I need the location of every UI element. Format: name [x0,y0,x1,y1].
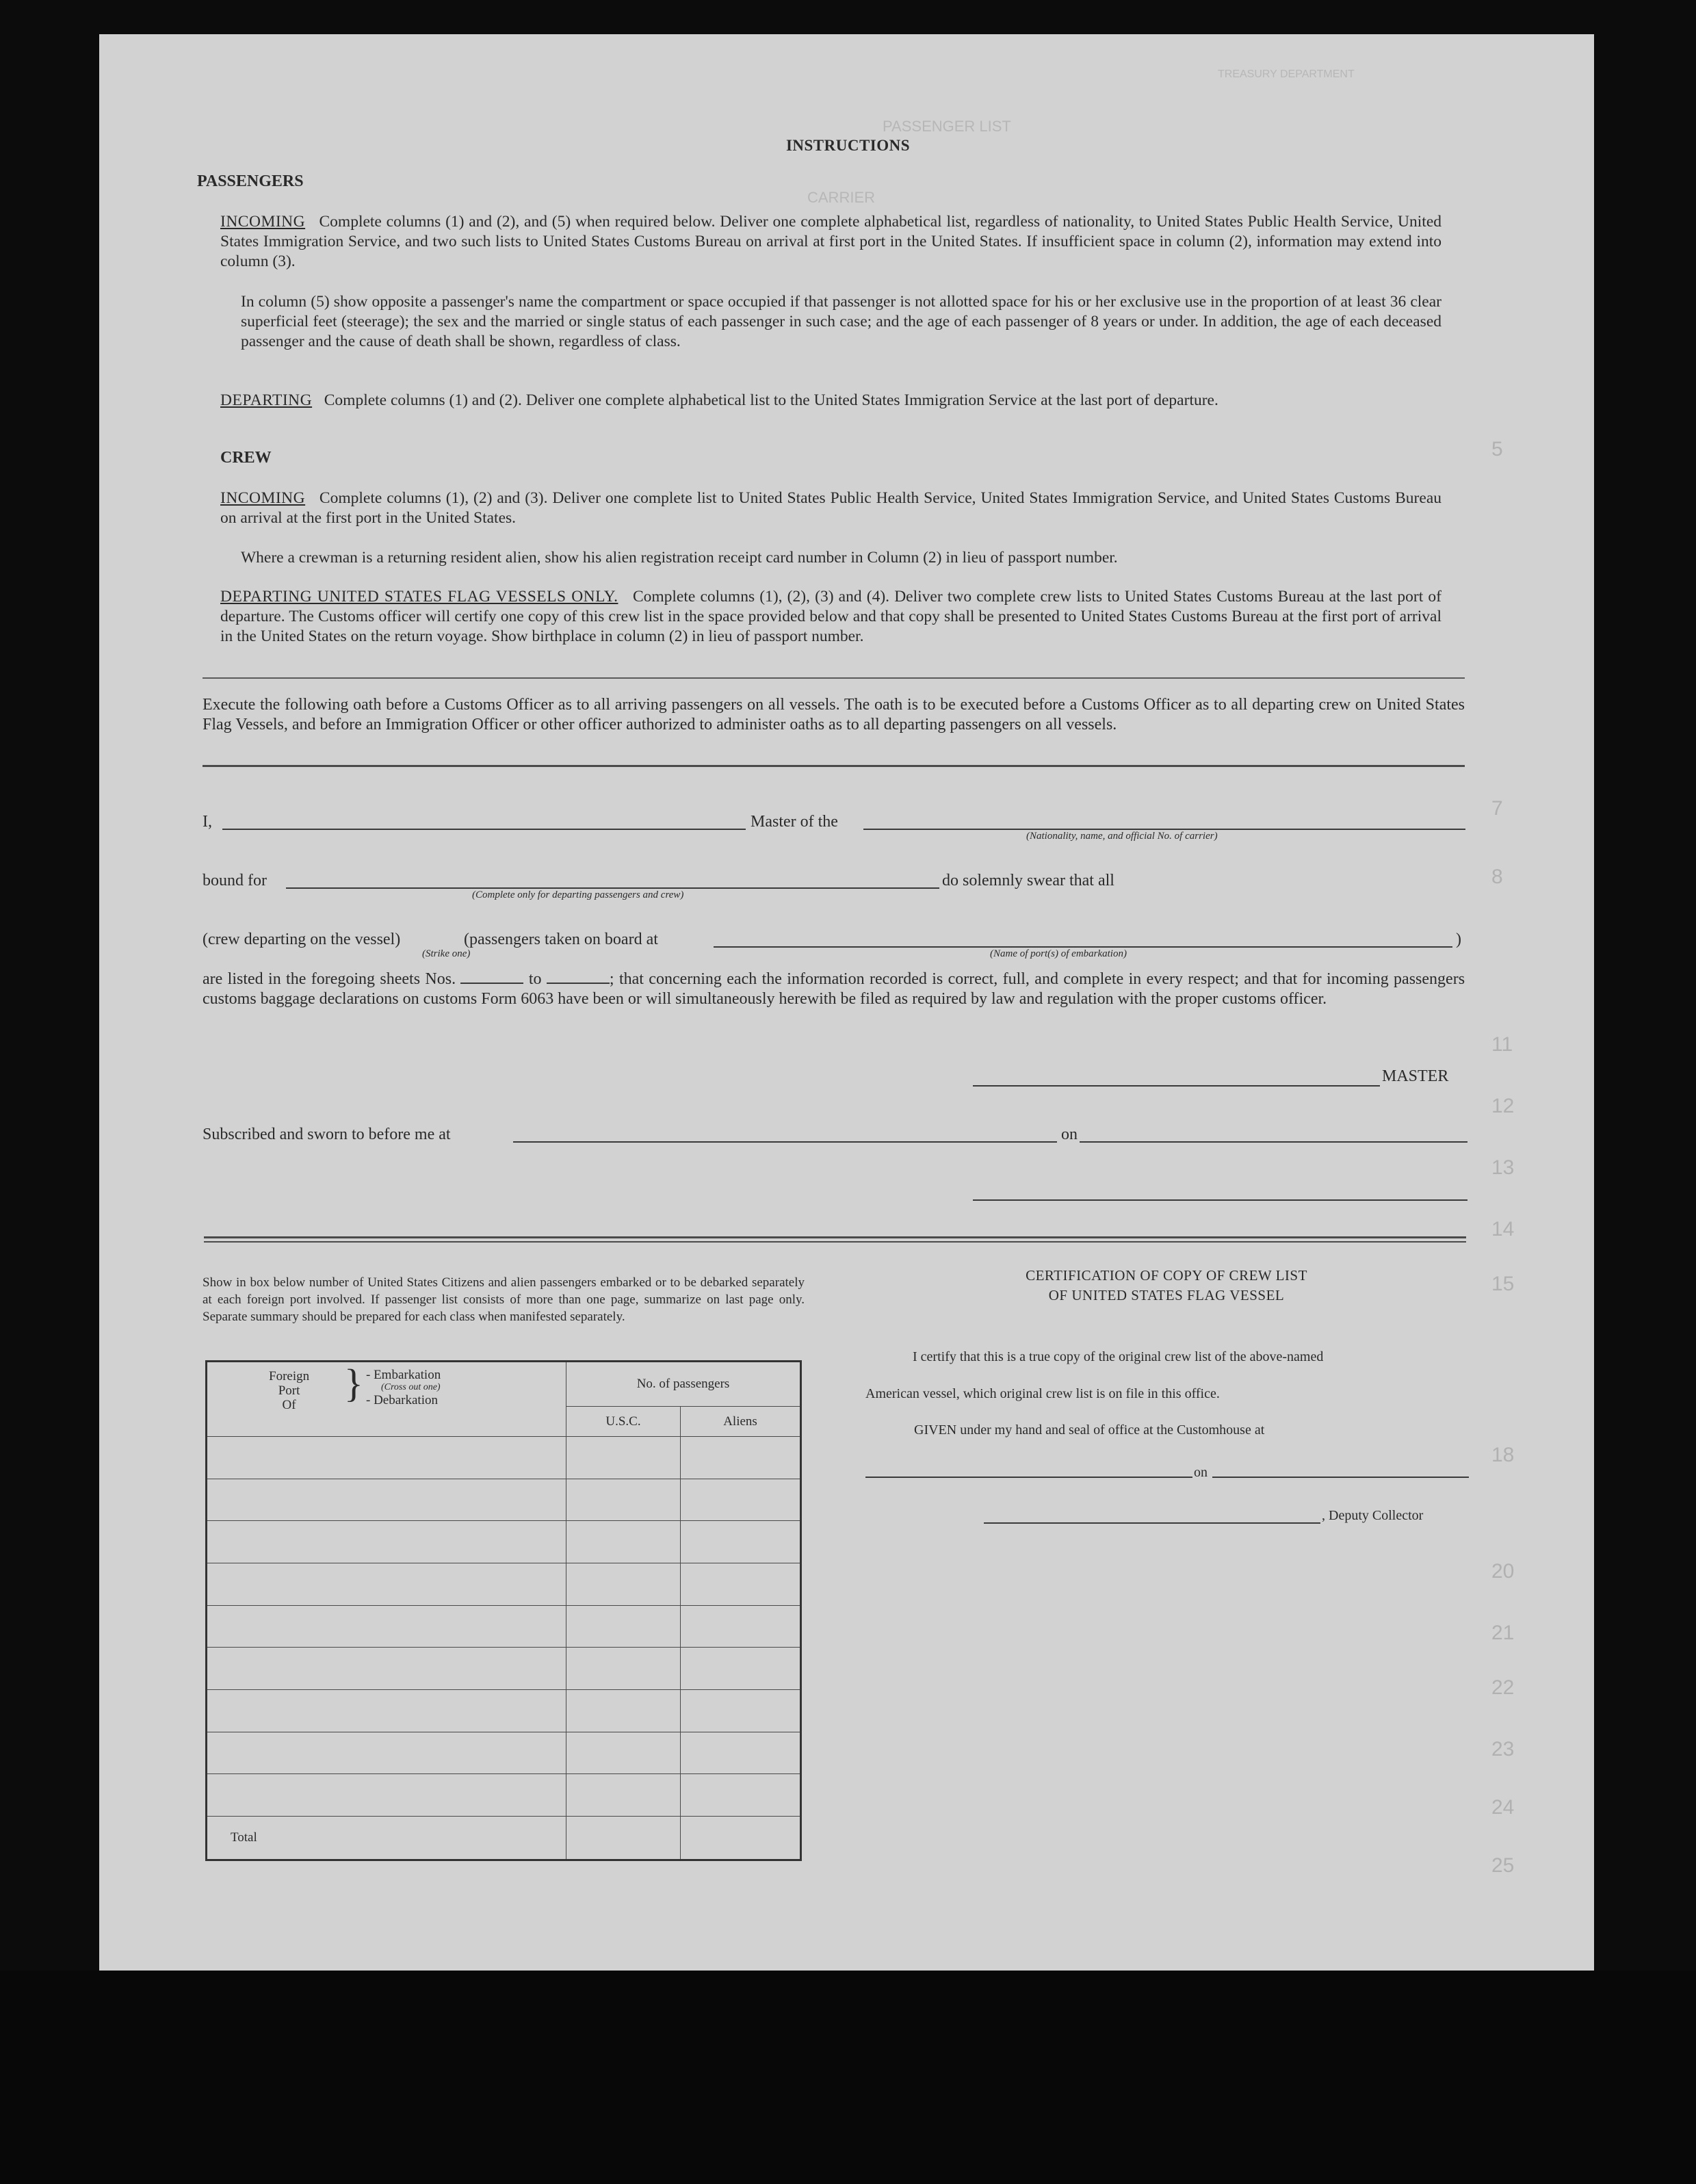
bleed-through-number: 22 [1491,1676,1515,1699]
crew-incoming-text: Complete columns (1), (2) and (3). Deliver one complete list to United States Public Health Service, United States Immigration Service, and United States Customs Bureau on arrival at the first port in the United States. [220,489,1441,527]
passengers-departing-text: Complete columns (1) and (2). Deliver one complete alphabetical list to the United States Immigration Service at the last port of departure. [324,391,1218,409]
subscribed-label: Subscribed and sworn to before me at [203,1126,451,1143]
bleed-through-number: 24 [1491,1796,1515,1819]
certify-line-2: American vessel, which original crew list is on file in this office. [865,1386,1220,1401]
deputy-collector-label: , Deputy Collector [1322,1508,1424,1523]
usc-total-cell[interactable] [566,1817,681,1860]
column5-instruction [241,292,1441,352]
passengers-departing-lead: DEPARTING [220,391,313,409]
bleed-through-number: 23 [1491,1738,1515,1760]
bleed-through-number: 21 [1491,1622,1515,1644]
port-label: Port [278,1383,300,1398]
total-label: Total [231,1830,257,1845]
deputy-signature-line[interactable] [984,1522,1320,1524]
passengers-taken-option: (passengers taken on board at [464,931,658,948]
crew-heading: CREW [220,449,272,467]
aliens-cell[interactable] [681,1563,801,1606]
aliens-header: Aliens [681,1407,801,1437]
certify-line-1: I certify that this is a true copy of the original crew list of the above-named [913,1349,1324,1364]
summary-instructions: Show in box below number of United States Citizens and alien passengers embarked or to be debarked separately at each foreign port involved. If passenger list consists of more than one page, summarize on last page only. Separate summary should be prepared for each class when manifested separately. [203,1275,805,1324]
bleed-through-number: 7 [1491,797,1503,820]
brace: } [344,1361,363,1405]
certification-title-1: CERTIFICATION OF COPY OF CREW LIST [1026,1267,1307,1284]
bleed-through-number: 5 [1491,438,1503,460]
bound-for-label: bound for [203,872,267,889]
passengers-heading: PASSENGERS [197,172,304,190]
aliens-cell[interactable] [681,1605,801,1648]
master-label: MASTER [1382,1067,1449,1085]
aliens-cell[interactable] [681,1690,801,1732]
ports-note: (Name of port(s) of embarkation) [990,948,1127,959]
master-of-label: Master of the [751,813,838,831]
divider [203,677,1465,679]
sheet-to-line[interactable] [547,974,610,984]
bleed-through-number: 8 [1491,866,1503,888]
port-cell[interactable] [207,1605,566,1648]
page-title: INSTRUCTIONS [785,137,911,154]
crew-incoming-lead: INCOMING [220,489,306,507]
usc-cell[interactable] [566,1690,681,1732]
cross-out-note: (Cross out one) [381,1382,441,1392]
sworn-on-label: on [1061,1126,1078,1143]
sworn-date-line[interactable] [1080,1141,1467,1143]
customhouse-line[interactable] [865,1477,1192,1478]
certify-date-line[interactable] [1212,1477,1469,1478]
carrier-line[interactable] [863,829,1465,830]
bleed-through-number: 12 [1491,1095,1515,1117]
passenger-summary-table [205,1360,802,1861]
usc-cell[interactable] [566,1648,681,1690]
port-cell[interactable] [207,1774,566,1817]
execute-oath-instruction [203,695,1465,735]
bleed-through-text: TREASURY DEPARTMENT [1218,68,1355,80]
listed-to-label: to [528,970,542,988]
usc-cell[interactable] [566,1605,681,1648]
aliens-cell[interactable] [681,1479,801,1521]
debarkation-label: - Debarkation [366,1393,438,1407]
certify-line-3: GIVEN under my hand and seal of office at the Customhouse at [914,1422,1265,1438]
bleed-through-number: 14 [1491,1218,1515,1240]
aliens-cell[interactable] [681,1774,801,1817]
foreign-port-header [207,1362,566,1437]
bound-for-note: (Complete only for departing passengers and crew) [472,889,684,900]
flag-vessel-instruction [220,587,1441,647]
bleed-through-number: 20 [1491,1560,1515,1583]
bleed-through-text: PASSENGER LIST [883,118,1011,135]
usc-cell[interactable] [566,1774,681,1817]
divider [204,1236,1466,1238]
port-cell[interactable] [207,1563,566,1606]
listed-text-b: ; that concerning each the information recorded is correct, full, and complete in every respect; and that for incoming passengers customs baggage declarations on customs Form 6063 have been or will simultaneously herewith be filed as required by law and regulation with the proper customs officer. [203,970,1465,1008]
certify-on-label: on [1194,1465,1208,1480]
aliens-cell[interactable] [681,1648,801,1690]
port-cell[interactable] [207,1521,566,1563]
aliens-cell[interactable] [681,1521,801,1563]
passengers-departing-instruction [220,391,1441,411]
strike-one-note: (Strike one) [422,948,471,959]
foreign-label: Foreign [269,1369,310,1383]
port-cell[interactable] [207,1479,566,1521]
crew-incoming-instruction [220,489,1441,528]
usc-header: U.S.C. [566,1407,681,1437]
flag-vessel-lead: DEPARTING UNITED STATES FLAG VESSELS ONLY. [220,588,618,606]
close-paren: ) [1456,931,1461,948]
port-cell[interactable] [207,1648,566,1690]
flag-vessel-text: Complete columns (1), (2), (3) and (4). Deliver two complete crew lists to United States Customs Bureau at the last port of departure. The Customs officer will certify one copy of this crew list in the space provided below and that copy shall be presented to United States Customs Bureau at the first port of arrival in the United States on the return voyage. Show birthplace in column (2) in lieu of passport number. [220,588,1441,645]
port-cell[interactable] [207,1437,566,1479]
bleed-through-number: 11 [1491,1033,1513,1056]
embarkation-ports-line[interactable] [714,946,1452,948]
swear-label: do solemnly swear that all [942,872,1114,889]
listed-text-a: are listed in the foregoing sheets Nos. [203,970,456,988]
divider [204,1241,1466,1243]
crew-departing-option: (crew departing on the vessel) [203,931,401,948]
master-name-line[interactable] [222,829,746,830]
bleed-through-number: 15 [1491,1273,1515,1295]
aliens-cell[interactable] [681,1437,801,1479]
sworn-place-line[interactable] [513,1141,1057,1143]
embarkation-label: - Embarkation [366,1368,441,1382]
port-cell[interactable] [207,1732,566,1774]
resident-alien-text: Where a crewman is a returning resident alien, show his alien registration receipt card number in Column (2) in lieu of passport number. [241,549,1118,567]
total-label-cell [207,1817,566,1860]
listed-sheets-paragraph [203,970,1465,1009]
usc-cell[interactable] [566,1437,681,1479]
bound-for-line[interactable] [286,887,939,889]
aliens-total-cell[interactable] [681,1817,801,1860]
sheet-from-line[interactable] [460,974,523,984]
aliens-cell[interactable] [681,1732,801,1774]
certification-title-2: OF UNITED STATES FLAG VESSEL [1048,1287,1285,1303]
bleed-through-number: 25 [1491,1854,1515,1877]
passengers-incoming-text: Complete columns (1) and (2), and (5) when required below. Deliver one complete alphabetical list, regardless of nationality, to United States Public Health Service, United States Immigration Service, and two such lists to United States Customs Bureau on arrival at first port in the United States. If insufficient space in column (2), information may extend into column (3). [220,213,1442,270]
usc-cell[interactable] [566,1563,681,1606]
of-label: Of [282,1398,296,1412]
bleed-through-number: 18 [1491,1444,1515,1466]
port-cell[interactable] [207,1690,566,1732]
master-signature-line[interactable] [973,1085,1380,1087]
divider [203,765,1465,767]
usc-cell[interactable] [566,1521,681,1563]
bleed-through-text: CARRIER [807,189,876,206]
scan-border [0,1971,1696,2184]
no-passengers-header: No. of passengers [566,1362,801,1407]
execute-oath-text: Execute the following oath before a Customs Officer as to all arriving passengers on all vessels. The oath is to be executed before a Customs Officer as to all departing crew on United States Flag Vessels, and before an Immigration Officer or other officer authorized to administer oaths as to all departing passengers on all vessels. [203,696,1465,733]
resident-alien-instruction [241,548,1441,568]
carrier-note: (Nationality, name, and official No. of carrier) [1026,831,1218,842]
passengers-incoming-instruction [220,212,1441,272]
oath-i-label: I, [203,813,212,831]
usc-cell[interactable] [566,1732,681,1774]
officer-signature-line[interactable] [973,1199,1467,1201]
column5-text: In column (5) show opposite a passenger's name the compartment or space occupied if that passenger is not allotted space for his or her exclusive use in the proportion of at least 36 clear superficial feet (steerage); the sex and the married or single status of each passenger in such case; and the age of each passenger of 8 years or under. In addition, the age of each deceased passenger and the cause of death shall be shown, regardless of class. [241,293,1441,350]
passengers-incoming-lead: INCOMING [220,213,306,231]
usc-cell[interactable] [566,1479,681,1521]
bleed-through-number: 13 [1491,1156,1515,1179]
